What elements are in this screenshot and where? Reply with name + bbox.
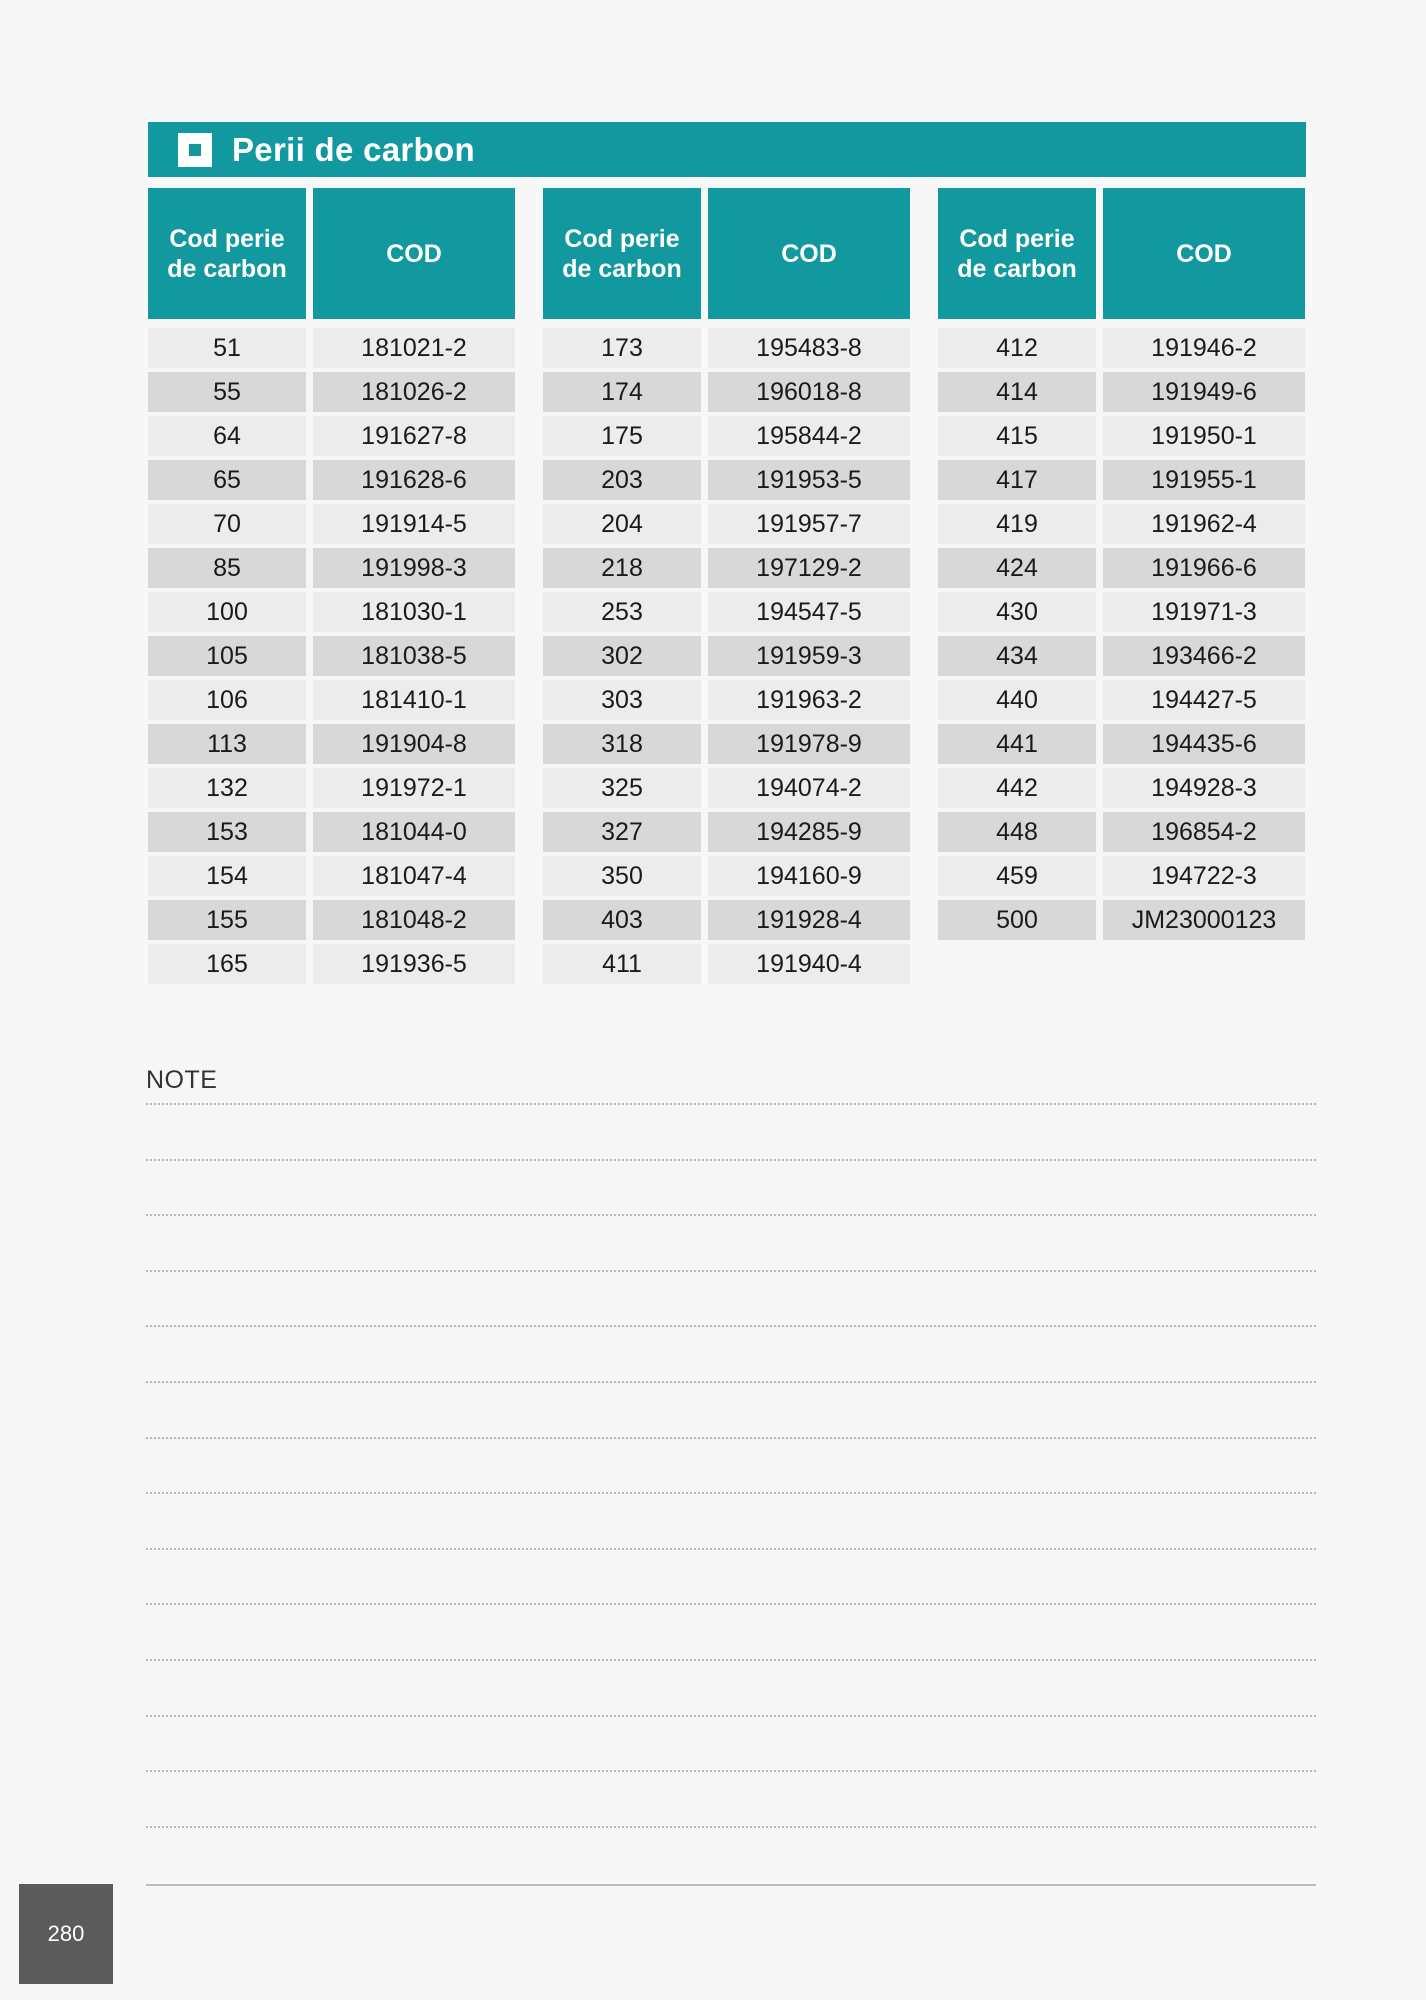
note-line bbox=[146, 1770, 1316, 1772]
brush-code-cell: 70 bbox=[148, 504, 306, 544]
note-line bbox=[146, 1103, 1316, 1105]
note-line bbox=[146, 1270, 1316, 1272]
brush-code-cell: 430 bbox=[938, 592, 1096, 632]
product-code-cell: 191914-5 bbox=[313, 504, 515, 544]
product-code-cell: 191949-6 bbox=[1103, 372, 1305, 412]
note-line bbox=[146, 1437, 1316, 1439]
product-code-cell: 194160-9 bbox=[708, 856, 910, 896]
brush-code-cell: 132 bbox=[148, 768, 306, 808]
product-code-cell: 193466-2 bbox=[1103, 636, 1305, 676]
brush-code-cell: 153 bbox=[148, 812, 306, 852]
product-code-cell: 181044-0 bbox=[313, 812, 515, 852]
brush-code-cell: 424 bbox=[938, 548, 1096, 588]
brush-code-cell: 173 bbox=[543, 328, 701, 368]
brush-code-cell: 434 bbox=[938, 636, 1096, 676]
header-cod: COD bbox=[1103, 188, 1305, 319]
brush-code-cell: 350 bbox=[543, 856, 701, 896]
brush-code-cell: 253 bbox=[543, 592, 701, 632]
note-line bbox=[146, 1826, 1316, 1828]
brush-code-cell: 459 bbox=[938, 856, 1096, 896]
code-table-2 bbox=[543, 188, 910, 984]
product-code-cell: 191928-4 bbox=[708, 900, 910, 940]
brush-code-cell: 302 bbox=[543, 636, 701, 676]
brush-code-cell: 318 bbox=[543, 724, 701, 764]
brush-code-cell: 106 bbox=[148, 680, 306, 720]
brush-code-cell: 175 bbox=[543, 416, 701, 456]
product-code-cell: 194285-9 bbox=[708, 812, 910, 852]
product-code-cell: 194722-3 bbox=[1103, 856, 1305, 896]
product-code-cell: 191998-3 bbox=[313, 548, 515, 588]
product-code-cell: 191962-4 bbox=[1103, 504, 1305, 544]
product-code-cell: 191966-6 bbox=[1103, 548, 1305, 588]
notes-label: NOTE bbox=[146, 1066, 218, 1094]
brush-code-cell: 440 bbox=[938, 680, 1096, 720]
brush-code-cell: 414 bbox=[938, 372, 1096, 412]
note-line bbox=[146, 1715, 1316, 1717]
product-code-cell: 191946-2 bbox=[1103, 328, 1305, 368]
product-code-cell: 191950-1 bbox=[1103, 416, 1305, 456]
note-line bbox=[146, 1548, 1316, 1550]
brush-code-cell: 417 bbox=[938, 460, 1096, 500]
product-code-cell: 191936-5 bbox=[313, 944, 515, 984]
header-cod: COD bbox=[313, 188, 515, 319]
bottom-rule bbox=[146, 1884, 1316, 1886]
table-rows bbox=[148, 328, 515, 984]
product-code-cell: 191971-3 bbox=[1103, 592, 1305, 632]
note-line bbox=[146, 1214, 1316, 1216]
table-rows bbox=[938, 328, 1305, 940]
brush-code-cell: 411 bbox=[543, 944, 701, 984]
product-code-cell: JM23000123 bbox=[1103, 900, 1305, 940]
product-code-cell: 181021-2 bbox=[313, 328, 515, 368]
brush-code-cell: 154 bbox=[148, 856, 306, 896]
product-code-cell: 194928-3 bbox=[1103, 768, 1305, 808]
header-cod: COD bbox=[708, 188, 910, 319]
square-bullet-icon bbox=[178, 133, 212, 167]
product-code-cell: 194547-5 bbox=[708, 592, 910, 632]
section-header bbox=[148, 122, 1306, 177]
brush-code-cell: 442 bbox=[938, 768, 1096, 808]
brush-code-cell: 105 bbox=[148, 636, 306, 676]
brush-code-cell: 303 bbox=[543, 680, 701, 720]
brush-code-cell: 155 bbox=[148, 900, 306, 940]
brush-code-cell: 325 bbox=[543, 768, 701, 808]
brush-code-cell: 412 bbox=[938, 328, 1096, 368]
product-code-cell: 191963-2 bbox=[708, 680, 910, 720]
brush-code-cell: 203 bbox=[543, 460, 701, 500]
brush-code-cell: 85 bbox=[148, 548, 306, 588]
product-code-cell: 191940-4 bbox=[708, 944, 910, 984]
product-code-cell: 195844-2 bbox=[708, 416, 910, 456]
product-code-cell: 196854-2 bbox=[1103, 812, 1305, 852]
header-brush-code: Cod perie de carbon bbox=[938, 188, 1096, 319]
product-code-cell: 194074-2 bbox=[708, 768, 910, 808]
product-code-cell: 181048-2 bbox=[313, 900, 515, 940]
code-table-1 bbox=[148, 188, 515, 984]
note-line bbox=[146, 1159, 1316, 1161]
table-rows bbox=[543, 328, 910, 984]
brush-code-cell: 218 bbox=[543, 548, 701, 588]
product-code-cell: 181047-4 bbox=[313, 856, 515, 896]
brush-code-cell: 65 bbox=[148, 460, 306, 500]
product-code-cell: 191627-8 bbox=[313, 416, 515, 456]
brush-code-cell: 165 bbox=[148, 944, 306, 984]
note-line bbox=[146, 1381, 1316, 1383]
product-code-cell: 181038-5 bbox=[313, 636, 515, 676]
product-code-cell: 191957-7 bbox=[708, 504, 910, 544]
product-code-cell: 181410-1 bbox=[313, 680, 515, 720]
brush-code-cell: 55 bbox=[148, 372, 306, 412]
product-code-cell: 191978-9 bbox=[708, 724, 910, 764]
brush-code-cell: 64 bbox=[148, 416, 306, 456]
product-code-cell: 195483-8 bbox=[708, 328, 910, 368]
product-code-cell: 191904-8 bbox=[313, 724, 515, 764]
note-line bbox=[146, 1659, 1316, 1661]
product-code-cell: 191955-1 bbox=[1103, 460, 1305, 500]
brush-code-cell: 113 bbox=[148, 724, 306, 764]
header-brush-code: Cod perie de carbon bbox=[543, 188, 701, 319]
product-code-cell: 191628-6 bbox=[313, 460, 515, 500]
header-brush-code: Cod perie de carbon bbox=[148, 188, 306, 319]
product-code-cell: 196018-8 bbox=[708, 372, 910, 412]
product-code-cell: 197129-2 bbox=[708, 548, 910, 588]
page-number: 280 bbox=[19, 1884, 113, 1984]
product-code-cell: 181026-2 bbox=[313, 372, 515, 412]
note-line bbox=[146, 1492, 1316, 1494]
brush-code-cell: 51 bbox=[148, 328, 306, 368]
product-code-cell: 191959-3 bbox=[708, 636, 910, 676]
section-title: Perii de carbon bbox=[232, 130, 475, 168]
note-line bbox=[146, 1325, 1316, 1327]
brush-code-cell: 174 bbox=[543, 372, 701, 412]
product-code-cell: 191972-1 bbox=[313, 768, 515, 808]
brush-code-cell: 100 bbox=[148, 592, 306, 632]
note-line bbox=[146, 1603, 1316, 1605]
brush-code-cell: 500 bbox=[938, 900, 1096, 940]
brush-code-cell: 403 bbox=[543, 900, 701, 940]
product-code-cell: 194427-5 bbox=[1103, 680, 1305, 720]
product-code-cell: 181030-1 bbox=[313, 592, 515, 632]
code-table-3 bbox=[938, 188, 1305, 940]
brush-code-cell: 204 bbox=[543, 504, 701, 544]
brush-code-cell: 327 bbox=[543, 812, 701, 852]
brush-code-cell: 419 bbox=[938, 504, 1096, 544]
brush-code-cell: 415 bbox=[938, 416, 1096, 456]
brush-code-cell: 441 bbox=[938, 724, 1096, 764]
product-code-cell: 191953-5 bbox=[708, 460, 910, 500]
brush-code-cell: 448 bbox=[938, 812, 1096, 852]
product-code-cell: 194435-6 bbox=[1103, 724, 1305, 764]
